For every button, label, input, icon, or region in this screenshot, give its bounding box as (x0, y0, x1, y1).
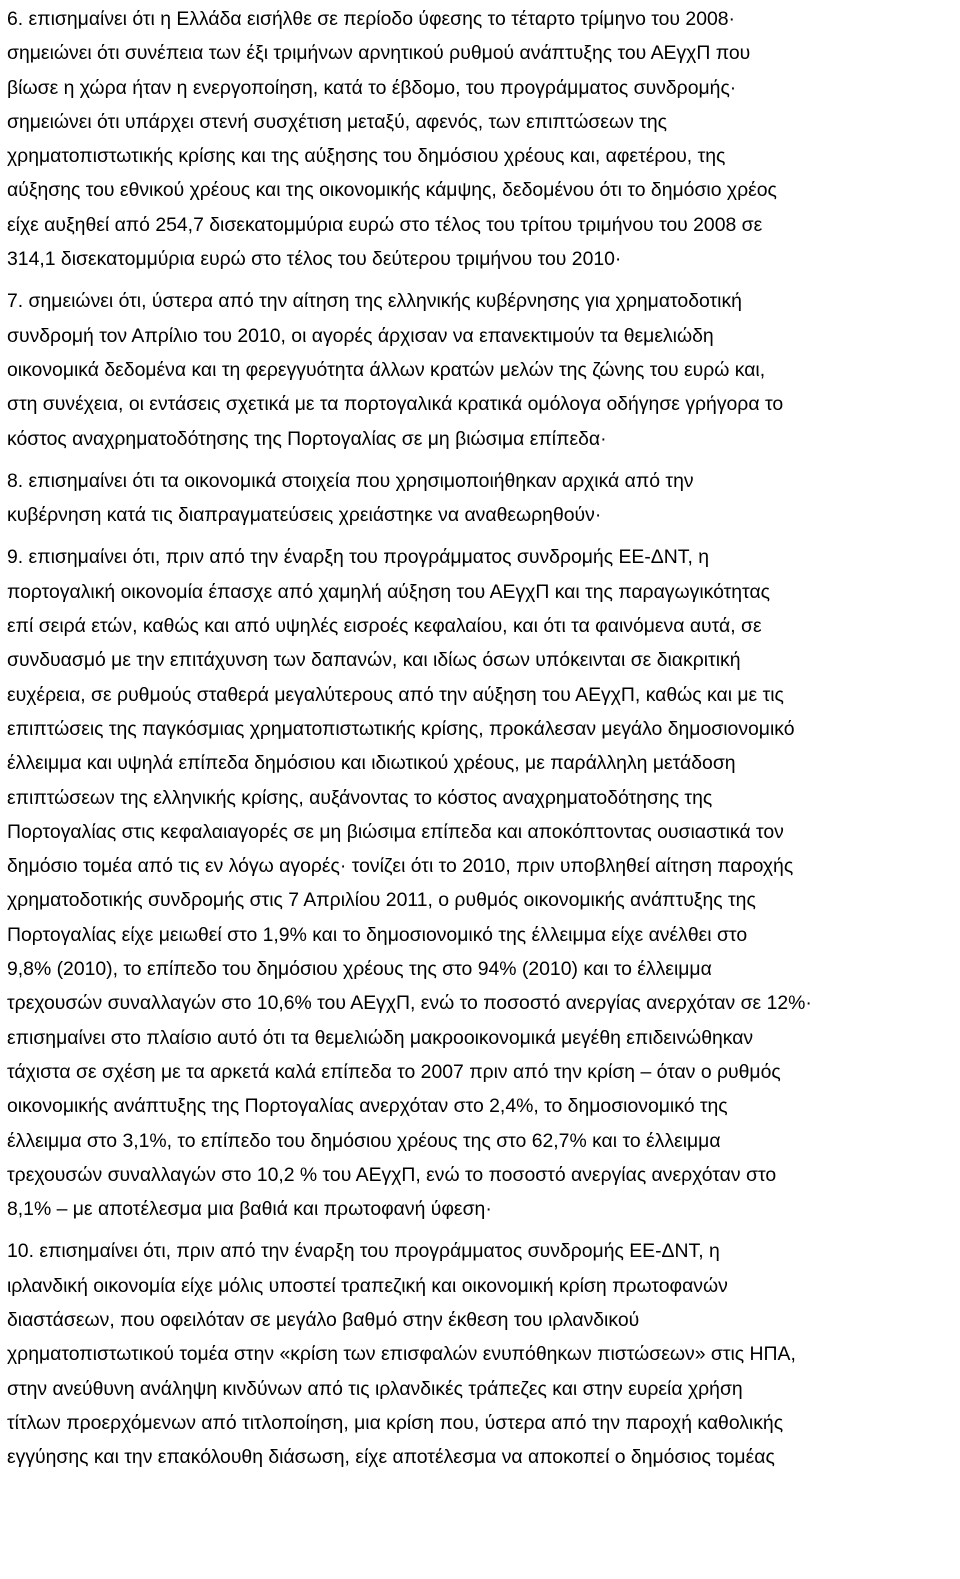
text-line: επιπτώσεις της παγκόσμιας χρηματοπιστωτικής κρίσης, προκάλεσαν μεγάλο δημοσιονομικό (7, 717, 795, 740)
text-line: 6. επισημαίνει ότι η Ελλάδα εισήλθε σε περίοδο ύφεσης το τέταρτο τρίμηνο του 2008· (7, 8, 736, 30)
text-line: βίωσε η χώρα ήταν η ενεργοποίηση, κατά το έβδομο, του προγράμματος συνδρομής· (7, 76, 737, 99)
text-line: Πορτογαλίας στις κεφαλαιαγορές σε μη βιώσιμα επίπεδα και αποκόπτοντας ουσιαστικά τον (7, 820, 784, 843)
text-line: επιπτώσεων της ελληνικής κρίσης, αυξάνοντας το κόστος αναχρηματοδότησης της (7, 786, 713, 809)
text-line: 7. σημειώνει ότι, ύστερα από την αίτηση της ελληνικής κυβέρνησης για χρηματοδοτική (7, 290, 742, 313)
text-line: συνδρομή τον Απρίλιο του 2010, οι αγορές άρχισαν να επανεκτιμούν τα θεμελιώδη (7, 324, 714, 347)
text-line: διαστάσεων, που οφειλόταν σε μεγάλο βαθμό στην έκθεση του ιρλανδικού (7, 1308, 640, 1331)
text-line: συνδυασμό με την επιτάχυνση των δαπανών, και ιδίως όσων υπόκεινται σε διακριτική (7, 649, 741, 672)
text-line: τίτλων προερχόμενων από τιτλοποίηση, μια κρίση που, ύστερα από την παροχή καθολικής (7, 1411, 784, 1434)
text-line: δημόσιο τομέα από τις εν λόγω αγορές· τονίζει ότι το 2010, πριν υποβληθεί αίτηση παροχής (7, 855, 794, 878)
text-line: κόστος αναχρηματοδότησης της Πορτογαλίας σε μη βιώσιμα επίπεδα· (7, 427, 607, 450)
paragraph-gap (7, 532, 955, 540)
text-line: 8,1% – με αποτέλεσμα μια βαθιά και πρωτοφανή ύφεση· (7, 1198, 492, 1221)
text-line: 314,1 δισεκατομμύρια ευρώ στο τέλος του δεύτερου τριμήνου του 2010· (7, 248, 622, 271)
text-line: στην ανεύθυνη ανάληψη κινδύνων από τις ιρλανδικές τράπεζες και στην ευρεία χρήση (7, 1377, 743, 1400)
text-line: κυβέρνηση κατά τις διαπραγματεύσεις χρειάστηκε να αναθεωρηθούν· (7, 504, 602, 527)
text-line: αύξησης του εθνικού χρέους και της οικονομικής κάμψης, δεδομένου ότι το δημόσιο χρέος (7, 179, 777, 202)
text-line: χρηματοπιστωτικής κρίσης και της αύξησης του δημόσιου χρέους και, αφετέρου, της (7, 145, 726, 168)
text-line: επί σειρά ετών, καθώς και από υψηλές εισροές κεφαλαίου, και ότι τα φαινόμενα αυτά, σε (7, 615, 762, 638)
paragraph-gap (7, 1226, 955, 1234)
paragraph-10 (7, 1234, 955, 1474)
text-line: τρεχουσών συναλλαγών στο 10,2 % του ΑΕγχΠ, ενώ το ποσοστό ανεργίας ανερχόταν στο (7, 1163, 777, 1186)
text-line: οικονομικά δεδομένα και τη φερεγγυότητα άλλων κρατών μελών της ζώνης του ευρώ και, (7, 358, 766, 381)
text-line: στη συνέχεια, οι εντάσεις σχετικά με τα πορτογαλικά κρατικά ομόλογα οδήγησε γρήγορα το (7, 393, 784, 416)
paragraph-8 (7, 464, 955, 533)
paragraph-6 (7, 2, 955, 276)
paragraph-7 (7, 284, 955, 455)
text-line: ιρλανδική οικονομία είχε μόλις υποστεί τραπεζική και οικονομική κρίση πρωτοφανών (7, 1274, 728, 1297)
document-page (7, 2, 955, 1474)
text-line: είχε αυξηθεί από 254,7 δισεκατομμύρια ευρώ στο τέλος του τρίτου τριμήνου του 2008 σε (7, 213, 763, 236)
text-line: οικονομικής ανάπτυξης της Πορτογαλίας ανερχόταν στο 2,4%, το δημοσιονομικό της (7, 1095, 728, 1118)
paragraph-gap (7, 276, 955, 284)
text-line: τάχιστα σε σχέση με τα αρκετά καλά επίπεδα το 2007 πριν από την κρίση – όταν ο ρυθμός (7, 1060, 781, 1083)
text-line: ευχέρεια, σε ρυθμούς σταθερά μεγαλύτερους από την αύξηση του ΑΕγχΠ, καθώς και με τις (7, 683, 784, 706)
text-line: επισημαίνει στο πλαίσιο αυτό ότι τα θεμελιώδη μακροοικονομικά μεγέθη επιδεινώθηκαν (7, 1026, 754, 1049)
text-line: 10. επισημαίνει ότι, πριν από την έναρξη του προγράμματος συνδρομής ΕΕ-ΔΝΤ, η (7, 1240, 720, 1263)
paragraph-9 (7, 540, 955, 1226)
text-line: 9. επισημαίνει ότι, πριν από την έναρξη του προγράμματος συνδρομής ΕΕ-ΔΝΤ, η (7, 546, 710, 569)
text-line: χρηματοδοτικής συνδρομής στις 7 Απριλίου 2011, ο ρυθμός οικονομικής ανάπτυξης της (7, 889, 756, 912)
text-line: εγγύησης και την επακόλουθη διάσωση, είχε αποτέλεσμα να αποκοπεί ο δημόσιος τομέας (7, 1446, 775, 1469)
text-line: πορτογαλική οικονομία έπασχε από χαμηλή αύξηση του ΑΕγχΠ και της παραγωγικότητας (7, 580, 770, 603)
text-line: σημειώνει ότι συνέπεια των έξι τριμήνων αρνητικού ρυθμού ανάπτυξης του ΑΕγχΠ που (7, 42, 751, 65)
text-line: χρηματοπιστωτικού τομέα στην «κρίση των επισφαλών ενυπόθηκων πιστώσεων» στις ΗΠΑ, (7, 1343, 796, 1366)
text-line: έλλειμμα στο 3,1%, το επίπεδο του δημόσιου χρέους της στο 62,7% και το έλλειμμα (7, 1129, 721, 1152)
paragraph-gap (7, 456, 955, 464)
text-line: 8. επισημαίνει ότι τα οικονομικά στοιχεία που χρησιμοποιήθηκαν αρχικά από την (7, 469, 694, 492)
text-line: έλλειμμα και υψηλά επίπεδα δημόσιου και ιδιωτικού χρέους, με παράλληλη μετάδοση (7, 752, 736, 775)
text-line: Πορτογαλίας είχε μειωθεί στο 1,9% και το δημοσιονομικό της έλλειμμα είχε ανέλθει στο (7, 923, 748, 946)
text-line: 9,8% (2010), το επίπεδο του δημόσιου χρέους της στο 94% (2010) και το έλλειμμα (7, 958, 712, 981)
text-line: σημειώνει ότι υπάρχει στενή συσχέτιση μεταξύ, αφενός, των επιπτώσεων της (7, 110, 667, 133)
text-line: τρεχουσών συναλλαγών στο 10,6% του ΑΕγχΠ, ενώ το ποσοστό ανεργίας ανερχόταν σε 12%· (7, 992, 812, 1015)
